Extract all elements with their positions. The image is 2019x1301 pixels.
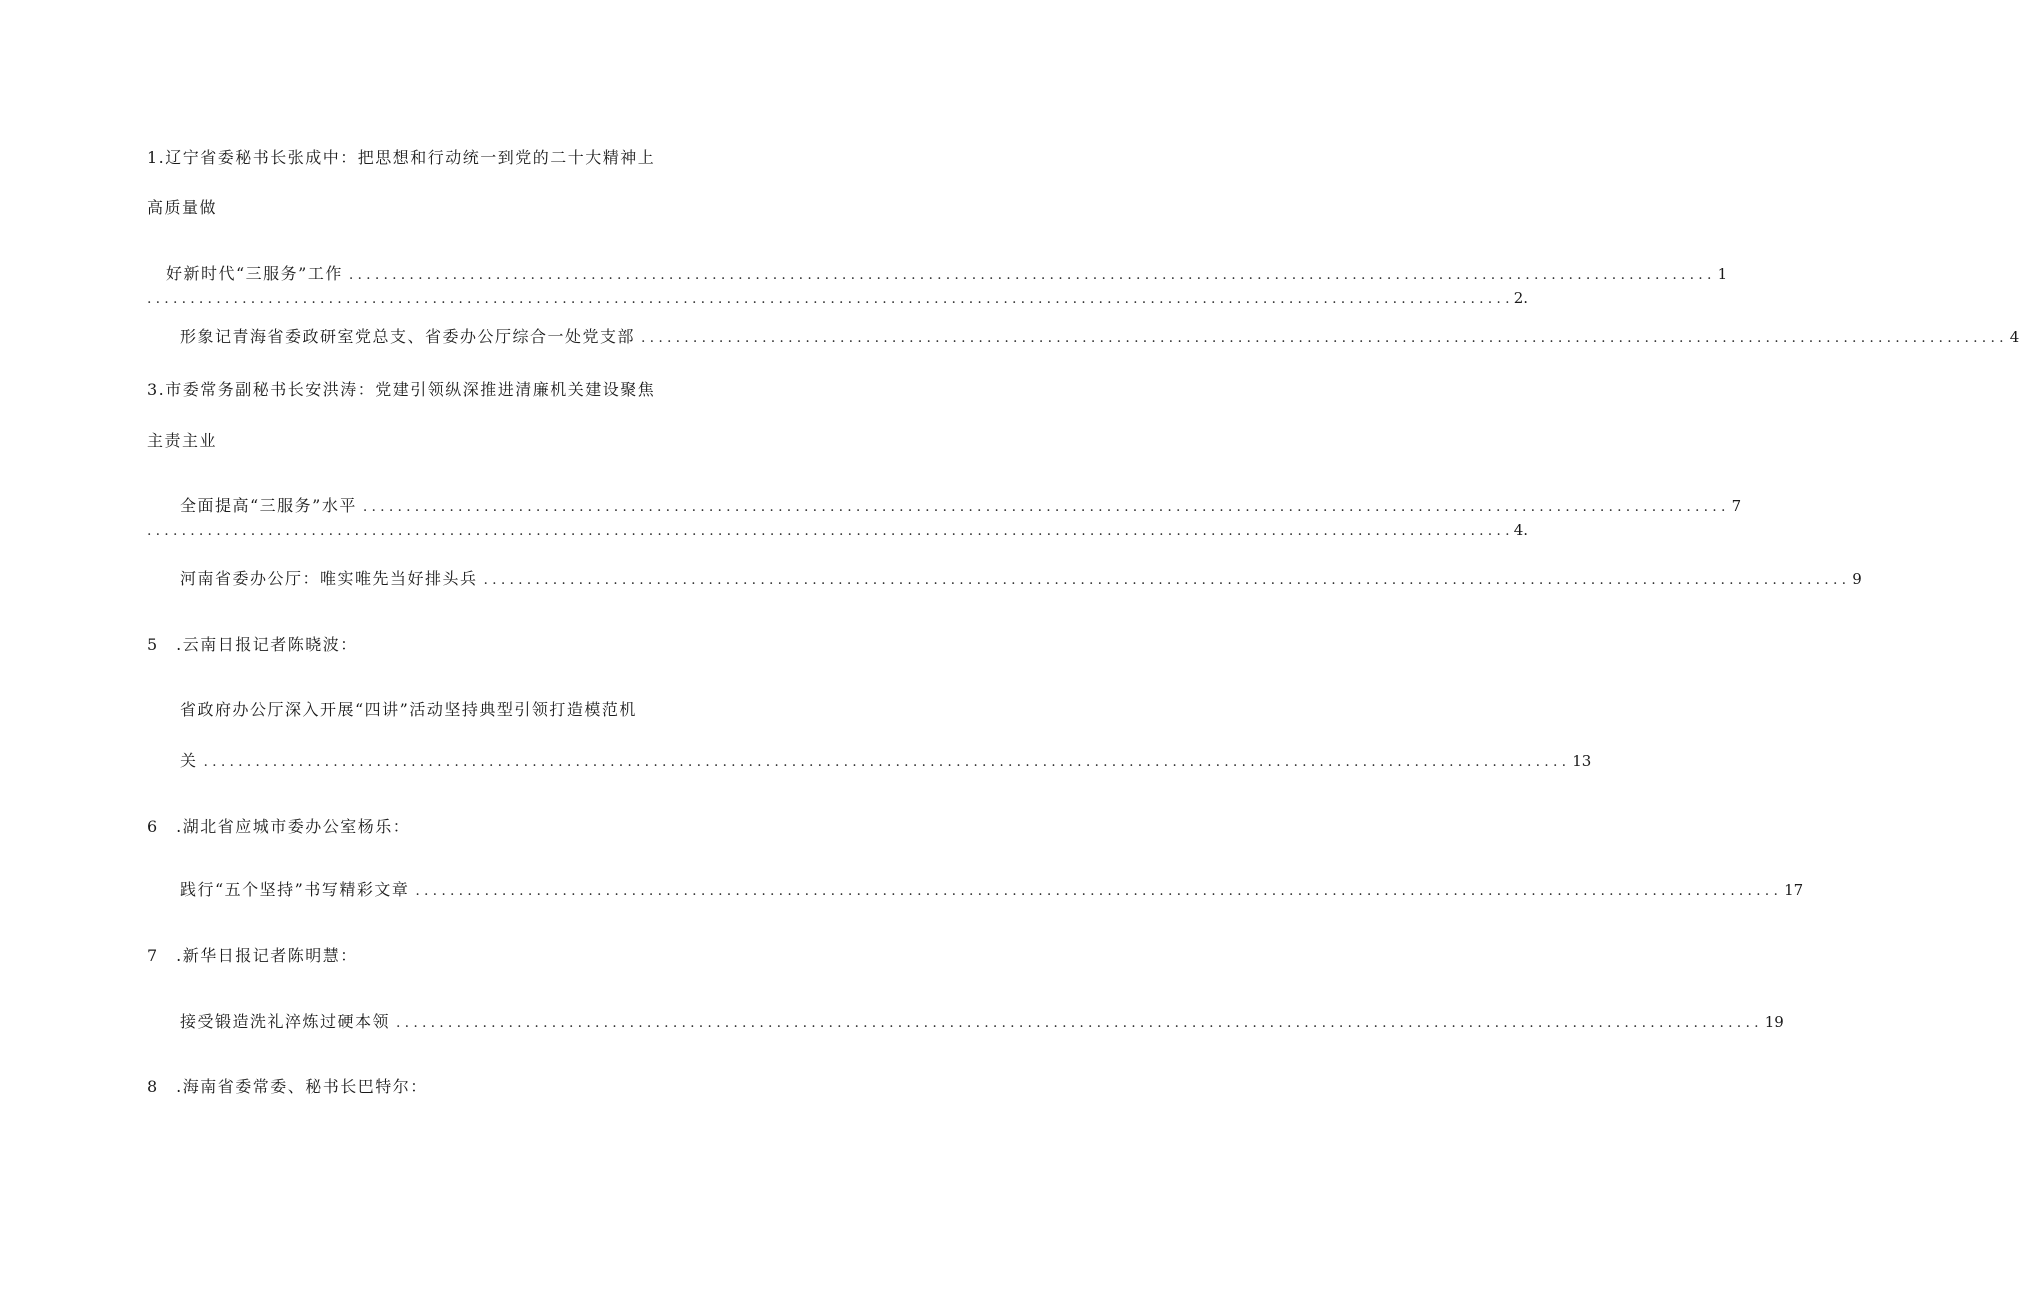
toc-page-number: 19 (1764, 1013, 1784, 1031)
toc-entry-title-line1: 省政府办公厅深入开展“四讲”活动坚持典型引领打造模范机 (180, 700, 637, 719)
toc-section-number: 2. (1513, 289, 1529, 307)
toc-entry[interactable] (180, 751, 1592, 771)
toc-heading-1: 1.辽宁省委秘书长张成中：把思想和行动统一到党的二十大精神上 (147, 148, 656, 167)
toc-entry-title: 好新时代“三服务”工作 (166, 264, 343, 283)
toc-page-number: 4 (2009, 328, 2019, 346)
toc-heading-1-cont: 高质量做 (147, 198, 218, 217)
toc-page-number: 17 (1784, 881, 1804, 899)
toc-page-number: 9 (1852, 570, 1862, 588)
dot-leader: .............................................................................................................................................................. (483, 572, 1851, 588)
toc-entry-title: 河南省委办公厅：唯实唯先当好排头兵 (180, 569, 478, 588)
dot-leader: .............................................................................................................................................................. (147, 523, 1514, 539)
toc-section-number: 4. (1513, 521, 1529, 539)
dot-leader: .............................................................................................................................................................. (396, 1015, 1763, 1031)
toc-entry[interactable] (166, 264, 1728, 284)
toc-heading-8: 8 .海南省委常委、秘书长巴特尔： (147, 1077, 428, 1096)
toc-entry-title: 接受锻造洗礼淬炼过硬本领 (180, 1012, 391, 1031)
toc-page-number: 13 (1572, 752, 1592, 770)
dot-leader: .............................................................................................................................................................. (348, 267, 1716, 283)
toc-heading-3: 3.市委常务副秘书长安洪涛：党建引领纵深推进清廉机关建设聚焦 (147, 380, 656, 399)
toc-page-number: 1 (1717, 265, 1728, 283)
toc-heading-3-cont: 主责主业 (147, 431, 218, 450)
toc-entry-title: 形象记青海省委政研室党总支、省委办公厅综合一处党支部 (180, 327, 636, 346)
dot-leader: .............................................................................................................................................................. (415, 883, 1783, 899)
toc-entry[interactable] (180, 569, 1862, 589)
toc-entry[interactable] (180, 1012, 1784, 1032)
dot-leader: .............................................................................................................................................................. (362, 499, 1730, 515)
dot-leader: .............................................................................................................................................................. (203, 754, 1571, 770)
toc-entry[interactable] (147, 520, 1529, 540)
toc-entry[interactable] (180, 496, 1742, 516)
toc-heading-7: 7 .新华日报记者陈明慧： (147, 946, 358, 965)
toc-heading-6: 6 .湖北省应城市委办公室杨乐： (147, 817, 411, 836)
dot-leader: .............................................................................................................................................................. (641, 330, 2008, 346)
toc-page-number: 7 (1731, 497, 1742, 515)
toc-entry[interactable] (147, 288, 1529, 308)
dot-leader: .............................................................................................................................................................. (147, 291, 1514, 307)
toc-entry-title: 践行“五个坚持”书写精彩文章 (180, 880, 410, 899)
toc-heading-5: 5 .云南日报记者陈晓波： (147, 635, 358, 654)
toc-entry[interactable] (180, 880, 1804, 900)
toc-entry-title: 关 (180, 751, 198, 770)
toc-entry-title: 全面提高“三服务”水平 (180, 496, 357, 515)
toc-entry[interactable] (180, 327, 2019, 347)
